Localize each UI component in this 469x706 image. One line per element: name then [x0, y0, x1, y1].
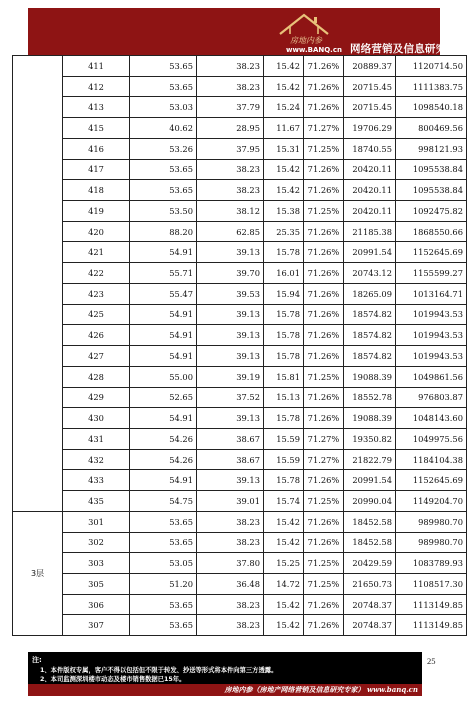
table-cell: 20715.45	[344, 97, 396, 118]
table-cell: 423	[63, 283, 130, 304]
table-cell: 1868550.66	[396, 221, 467, 242]
table-cell: 1049861.56	[396, 366, 467, 387]
table-cell: 433	[63, 470, 130, 491]
table-cell: 305	[63, 573, 130, 594]
table-cell: 71.26%	[304, 511, 344, 532]
table-cell: 422	[63, 263, 130, 284]
table-cell: 38.23	[197, 76, 264, 97]
table-cell: 20990.04	[344, 491, 396, 512]
table-cell: 21185.38	[344, 221, 396, 242]
table-cell: 40.62	[130, 118, 197, 139]
table-cell: 303	[63, 553, 130, 574]
table-cell: 54.91	[130, 346, 197, 367]
table-row	[13, 449, 467, 470]
table-cell: 1049975.56	[396, 428, 467, 449]
table-cell: 71.26%	[304, 532, 344, 553]
table-cell: 20748.37	[344, 594, 396, 615]
table-cell: 15.81	[264, 366, 304, 387]
table-cell: 301	[63, 511, 130, 532]
table-cell: 53.65	[130, 56, 197, 77]
table-cell: 20889.37	[344, 56, 396, 77]
table-cell: 71.26%	[304, 387, 344, 408]
table-cell: 54.75	[130, 491, 197, 512]
table-cell: 54.91	[130, 304, 197, 325]
table-cell: 302	[63, 532, 130, 553]
table-cell: 1108517.30	[396, 573, 467, 594]
notes-label: 注:	[32, 656, 42, 664]
table-cell: 39.70	[197, 263, 264, 284]
table-cell: 71.26%	[304, 180, 344, 201]
table-row	[13, 366, 467, 387]
table-cell: 20991.54	[344, 470, 396, 491]
table-row	[13, 283, 467, 304]
page-number: 25	[427, 656, 436, 666]
table-cell: 1113149.85	[396, 615, 467, 636]
table-cell: 427	[63, 346, 130, 367]
table-cell: 426	[63, 325, 130, 346]
table-cell: 19088.39	[344, 408, 396, 429]
table-cell: 71.26%	[304, 408, 344, 429]
table-row	[13, 408, 467, 429]
table-cell: 39.13	[197, 346, 264, 367]
table-cell: 71.25%	[304, 366, 344, 387]
table-cell: 53.50	[130, 201, 197, 222]
table-cell: 430	[63, 408, 130, 429]
table-cell: 19350.82	[344, 428, 396, 449]
table-cell: 71.26%	[304, 76, 344, 97]
table-cell: 416	[63, 138, 130, 159]
table-cell: 15.42	[264, 76, 304, 97]
table-cell: 15.42	[264, 511, 304, 532]
table-cell: 1013164.71	[396, 283, 467, 304]
table-row	[13, 159, 467, 180]
table-cell: 52.65	[130, 387, 197, 408]
table-cell: 53.05	[130, 553, 197, 574]
table-cell: 1120714.50	[396, 56, 467, 77]
table-row	[13, 470, 467, 491]
table-cell: 412	[63, 76, 130, 97]
table-cell: 15.42	[264, 159, 304, 180]
table-cell: 1149204.70	[396, 491, 467, 512]
table-cell: 53.65	[130, 615, 197, 636]
table-cell: 71.25%	[304, 138, 344, 159]
table-cell: 1098540.18	[396, 97, 467, 118]
table-cell: 15.59	[264, 428, 304, 449]
table-cell: 15.42	[264, 56, 304, 77]
table-cell: 307	[63, 615, 130, 636]
table-cell: 37.79	[197, 97, 264, 118]
table-cell: 53.65	[130, 532, 197, 553]
table-row	[13, 97, 467, 118]
table-cell: 15.42	[264, 532, 304, 553]
floor-cell: 3层	[13, 511, 63, 635]
table-cell: 71.26%	[304, 325, 344, 346]
table-cell: 18452.58	[344, 532, 396, 553]
table-cell: 1048143.60	[396, 408, 467, 429]
table-cell: 71.27%	[304, 428, 344, 449]
table-cell: 53.03	[130, 97, 197, 118]
table-cell: 38.23	[197, 159, 264, 180]
table-cell: 53.26	[130, 138, 197, 159]
sales-data-table	[12, 55, 467, 636]
table-cell: 1155599.27	[396, 263, 467, 284]
table-cell: 15.42	[264, 615, 304, 636]
table-cell: 18265.09	[344, 283, 396, 304]
table-row	[13, 180, 467, 201]
table-cell: 71.26%	[304, 263, 344, 284]
table-cell: 38.67	[197, 449, 264, 470]
table-cell: 37.80	[197, 553, 264, 574]
table-row	[13, 491, 467, 512]
note-monitoring: 2、本司监测深圳楼市动态及楼市销售数据已15年。	[40, 676, 186, 683]
table-cell: 71.26%	[304, 221, 344, 242]
table-cell: 39.13	[197, 470, 264, 491]
table-cell: 1152645.69	[396, 242, 467, 263]
table-cell: 15.78	[264, 408, 304, 429]
table-cell: 71.26%	[304, 283, 344, 304]
table-cell: 989980.70	[396, 532, 467, 553]
table-row	[13, 511, 467, 532]
table-cell: 425	[63, 304, 130, 325]
table-cell: 38.12	[197, 201, 264, 222]
table-row	[13, 615, 467, 636]
table-cell: 20420.11	[344, 180, 396, 201]
table-cell: 55.00	[130, 366, 197, 387]
table-cell: 71.26%	[304, 242, 344, 263]
table-cell: 429	[63, 387, 130, 408]
table-cell: 62.85	[197, 221, 264, 242]
table-cell: 1152645.69	[396, 470, 467, 491]
table-cell: 989980.70	[396, 511, 467, 532]
table-row	[13, 428, 467, 449]
table-cell: 38.23	[197, 180, 264, 201]
table-row	[13, 118, 467, 139]
table-row	[13, 201, 467, 222]
table-cell: 71.26%	[304, 97, 344, 118]
table-cell: 413	[63, 97, 130, 118]
table-cell: 39.53	[197, 283, 264, 304]
table-cell: 54.26	[130, 428, 197, 449]
table-cell: 71.26%	[304, 346, 344, 367]
table-row	[13, 242, 467, 263]
table-cell: 71.26%	[304, 56, 344, 77]
table-cell: 1113149.85	[396, 594, 467, 615]
table-cell: 1111383.75	[396, 76, 467, 97]
table-cell: 15.24	[264, 97, 304, 118]
table-cell: 18452.58	[344, 511, 396, 532]
table-cell: 15.38	[264, 201, 304, 222]
table-cell: 53.65	[130, 180, 197, 201]
table-row	[13, 325, 467, 346]
table-cell: 25.35	[264, 221, 304, 242]
table-cell: 71.27%	[304, 449, 344, 470]
footer-brand: 房地内参（房地产网络营销及信息研究专家） www.banq.cn	[28, 684, 422, 696]
table-cell: 18574.82	[344, 304, 396, 325]
table-cell: 53.65	[130, 76, 197, 97]
table-cell: 420	[63, 221, 130, 242]
table-cell: 71.25%	[304, 573, 344, 594]
table-cell: 15.25	[264, 553, 304, 574]
table-cell: 19706.29	[344, 118, 396, 139]
table-cell: 15.42	[264, 594, 304, 615]
table-cell: 55.47	[130, 283, 197, 304]
logo-url: www.BANQ.cn	[286, 46, 342, 54]
table-cell: 1095538.84	[396, 159, 467, 180]
table-cell: 39.01	[197, 491, 264, 512]
table-cell: 431	[63, 428, 130, 449]
table-cell: 16.01	[264, 263, 304, 284]
table-cell: 38.23	[197, 615, 264, 636]
table-cell: 71.26%	[304, 615, 344, 636]
table-row	[13, 553, 467, 574]
table-cell: 428	[63, 366, 130, 387]
table-cell: 20991.54	[344, 242, 396, 263]
table-cell: 18552.78	[344, 387, 396, 408]
table-cell: 15.74	[264, 491, 304, 512]
table-row	[13, 532, 467, 553]
table-cell: 419	[63, 201, 130, 222]
table-row	[13, 263, 467, 284]
table-cell: 38.23	[197, 594, 264, 615]
table-cell: 14.72	[264, 573, 304, 594]
table-cell: 71.27%	[304, 118, 344, 139]
table-cell: 53.65	[130, 511, 197, 532]
table-cell: 38.23	[197, 532, 264, 553]
table-cell: 800469.56	[396, 118, 467, 139]
table-cell: 19088.39	[344, 366, 396, 387]
table-cell: 976803.87	[396, 387, 467, 408]
table-cell: 421	[63, 242, 130, 263]
table-row	[13, 76, 467, 97]
table-cell: 15.13	[264, 387, 304, 408]
table-row	[13, 387, 467, 408]
table-cell: 1184104.38	[396, 449, 467, 470]
table-cell: 20429.59	[344, 553, 396, 574]
table-cell: 36.48	[197, 573, 264, 594]
table-row	[13, 304, 467, 325]
table-cell: 28.95	[197, 118, 264, 139]
table-cell: 71.26%	[304, 159, 344, 180]
floor-cell	[13, 56, 63, 512]
table-row	[13, 594, 467, 615]
table-cell: 11.67	[264, 118, 304, 139]
table-cell: 1083789.93	[396, 553, 467, 574]
table-cell: 54.26	[130, 449, 197, 470]
table-cell: 38.23	[197, 511, 264, 532]
table-cell: 54.91	[130, 325, 197, 346]
table-cell: 20420.11	[344, 201, 396, 222]
table-cell: 18574.82	[344, 346, 396, 367]
report-header-banner	[28, 8, 468, 55]
table-cell: 18740.55	[344, 138, 396, 159]
table-cell: 415	[63, 118, 130, 139]
table-cell: 71.26%	[304, 594, 344, 615]
table-cell: 15.31	[264, 138, 304, 159]
table-row	[13, 346, 467, 367]
note-copyright: 1、本件版权专属，客户不得以包括但不限于转发、抄送等形式将本件向第三方透露。	[40, 667, 278, 674]
table-cell: 417	[63, 159, 130, 180]
table-row	[13, 573, 467, 594]
table-cell: 20748.37	[344, 615, 396, 636]
table-cell: 39.19	[197, 366, 264, 387]
table-row	[13, 56, 467, 77]
header-slogan: 网络营销及信息研究专家	[350, 43, 468, 55]
table-cell: 15.78	[264, 325, 304, 346]
table-row	[13, 221, 467, 242]
table-cell: 20743.12	[344, 263, 396, 284]
table-cell: 15.78	[264, 346, 304, 367]
table-cell: 54.91	[130, 408, 197, 429]
table-cell: 435	[63, 491, 130, 512]
table-cell: 1092475.82	[396, 201, 467, 222]
table-cell: 71.25%	[304, 201, 344, 222]
table-cell: 15.94	[264, 283, 304, 304]
table-cell: 39.13	[197, 304, 264, 325]
table-cell: 1095538.84	[396, 180, 467, 201]
table-cell: 55.71	[130, 263, 197, 284]
table-cell: 15.78	[264, 242, 304, 263]
table-cell: 1019943.53	[396, 325, 467, 346]
table-cell: 37.95	[197, 138, 264, 159]
table-cell: 71.26%	[304, 470, 344, 491]
table-cell: 88.20	[130, 221, 197, 242]
table-cell: 21650.73	[344, 573, 396, 594]
table-cell: 51.20	[130, 573, 197, 594]
table-row	[13, 138, 467, 159]
table-cell: 1019943.53	[396, 346, 467, 367]
table-cell: 71.25%	[304, 553, 344, 574]
table-cell: 38.23	[197, 56, 264, 77]
table-cell: 54.91	[130, 242, 197, 263]
table-cell: 432	[63, 449, 130, 470]
table-cell: 18574.82	[344, 325, 396, 346]
table-cell: 15.59	[264, 449, 304, 470]
table-cell: 39.13	[197, 242, 264, 263]
table-cell: 39.13	[197, 408, 264, 429]
table-cell: 71.26%	[304, 304, 344, 325]
table-cell: 418	[63, 180, 130, 201]
logo-name: 房地内参	[290, 36, 322, 45]
table-cell: 39.13	[197, 325, 264, 346]
table-cell: 53.65	[130, 159, 197, 180]
table-cell: 15.42	[264, 180, 304, 201]
table-cell: 1019943.53	[396, 304, 467, 325]
table-cell: 21822.79	[344, 449, 396, 470]
table-cell: 15.78	[264, 470, 304, 491]
table-cell: 38.67	[197, 428, 264, 449]
table-cell: 411	[63, 56, 130, 77]
table-cell: 20715.45	[344, 76, 396, 97]
table-cell: 37.52	[197, 387, 264, 408]
table-cell: 53.65	[130, 594, 197, 615]
table-cell: 54.91	[130, 470, 197, 491]
table-cell: 15.78	[264, 304, 304, 325]
table-cell: 306	[63, 594, 130, 615]
table-cell: 998121.93	[396, 138, 467, 159]
table-cell: 20420.11	[344, 159, 396, 180]
table-cell: 71.25%	[304, 491, 344, 512]
